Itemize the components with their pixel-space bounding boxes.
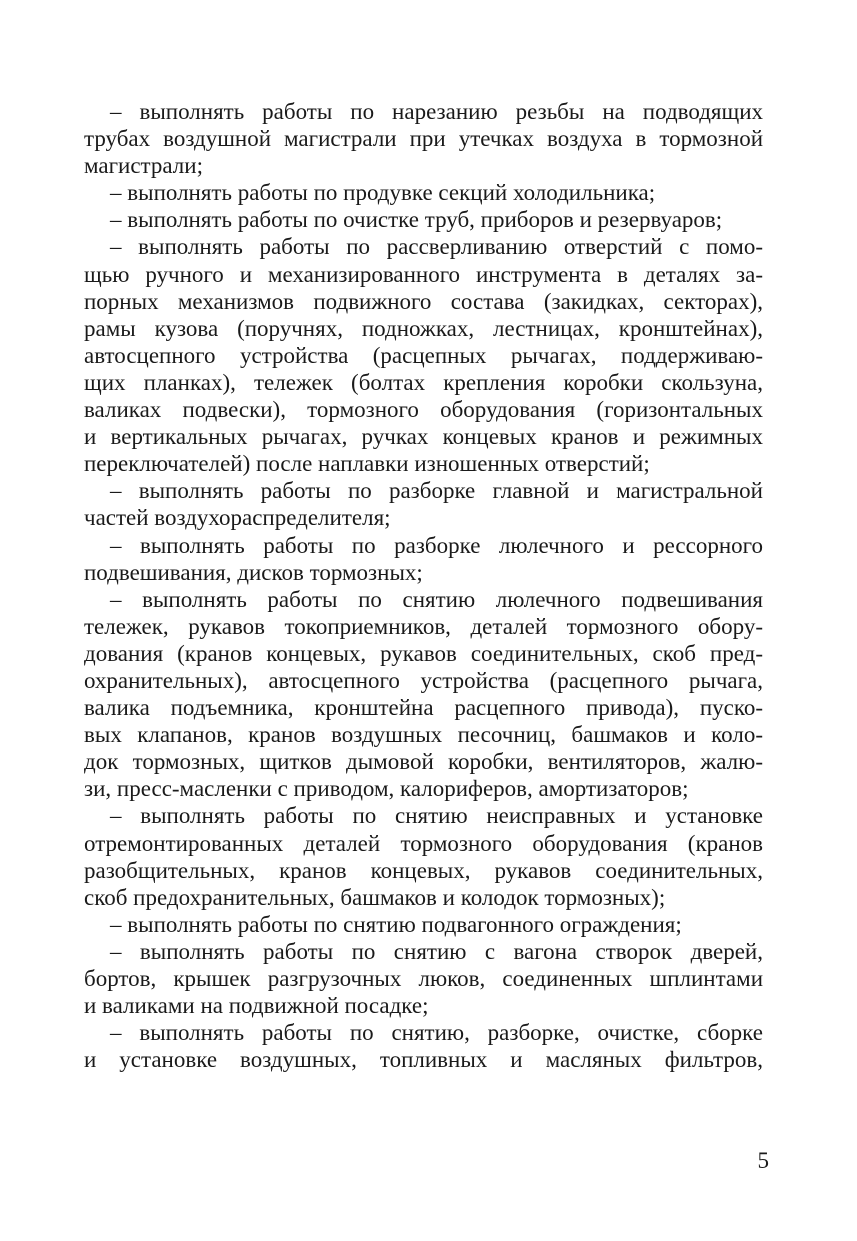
text-line: – выполнять работы по разборке люлечного и рессорного xyxy=(110,532,763,558)
text-line: скоб предохранительных, башмаков и колодок тормозных); xyxy=(84,884,666,910)
list-item xyxy=(84,1019,763,1073)
text-line: – выполнять работы по снятию люлечного подвешивания xyxy=(110,586,763,612)
list-item xyxy=(84,911,763,938)
text-line: – выполнять работы по нарезанию резьбы на подводящих xyxy=(110,99,763,124)
list-item xyxy=(84,938,763,1019)
page-number: 5 xyxy=(757,1148,769,1173)
text-line: – выполнять работы по снятию с вагона створок дверей, xyxy=(110,938,763,964)
text-line: отремонтированных деталей тормозного оборудования (кранов xyxy=(84,830,763,856)
text-line: зи, пресс-масленки с приводом, калориферов, амортизаторов; xyxy=(84,776,689,802)
text-line: – выполнять работы по продувке секций холодильника; xyxy=(110,180,656,206)
text-line: переключателей) после наплавки изношенных отверстий; xyxy=(84,451,650,477)
text-line: и валиками на подвижной посадке; xyxy=(84,993,429,1019)
text-line: и вертикальных рычагах, ручках концевых кранов и режимных xyxy=(84,424,763,450)
text-line: рамы кузова (поручнях, подножках, лестницах, кронштейнах), xyxy=(84,315,763,341)
text-line: тележек, рукавов токоприемников, деталей тормозного обору- xyxy=(84,613,763,639)
text-line: и установке воздушных, топливных и масляных фильтров, xyxy=(84,1047,763,1073)
text-line: – выполнять работы по очистке труб, приборов и резервуаров; xyxy=(110,207,723,233)
text-line: дования (кранов концевых, рукавов соединительных, скоб пред- xyxy=(84,640,763,666)
text-line: валиках подвески), тормозного оборудования (горизонтальных xyxy=(84,397,763,423)
text-line: магистрали; xyxy=(84,153,203,179)
list-item xyxy=(84,206,763,233)
text-line: порных механизмов подвижного состава (закидках, секторах), xyxy=(84,288,763,314)
body-text xyxy=(84,98,763,1073)
text-line: – выполнять работы по снятию неисправных и установке xyxy=(110,803,763,829)
text-line: валика подъемника, кронштейна расцепного привода), пуско- xyxy=(84,695,763,721)
text-line: подвешивания, дисков тормозных; xyxy=(84,559,423,585)
text-line: вых клапанов, кранов воздушных песочниц, башмаков и коло- xyxy=(84,722,763,748)
text-line: – выполнять работы по снятию подвагонного ограждения; xyxy=(110,911,682,937)
text-line: щью ручного и механизированного инструмента в деталях за- xyxy=(84,261,763,287)
list-item xyxy=(84,477,763,531)
text-line: трубах воздушной магистрали при утечках воздуха в тормозной xyxy=(84,126,763,152)
list-item xyxy=(84,532,763,586)
text-line: разобщительных, кранов концевых, рукавов соединительных, xyxy=(84,857,763,883)
text-line: док тормозных, щитков дымовой коробки, вентиляторов, жалю- xyxy=(84,749,763,775)
list-item xyxy=(84,586,763,803)
text-line: щих планках), тележек (болтах крепления коробки скользуна, xyxy=(84,369,763,395)
list-item xyxy=(84,802,763,910)
text-line: бортов, крышек разгрузочных люков, соединенных шплинтами xyxy=(84,966,763,991)
text-line: охранительных), автосцепного устройства (расцепного рычага, xyxy=(84,667,763,693)
text-line: – выполнять работы по рассверливанию отверстий с помо- xyxy=(110,234,763,260)
text-line: – выполнять работы по разборке главной и магистральной xyxy=(110,478,763,504)
list-item xyxy=(84,233,763,477)
list-item xyxy=(84,179,763,206)
text-line: частей воздухораспределителя; xyxy=(84,505,391,531)
list-item xyxy=(84,98,763,179)
text-line: автосцепного устройства (расцепных рычагах, поддерживаю- xyxy=(84,342,763,368)
text-line: – выполнять работы по снятию, разборке, очистке, сборке xyxy=(110,1020,763,1046)
